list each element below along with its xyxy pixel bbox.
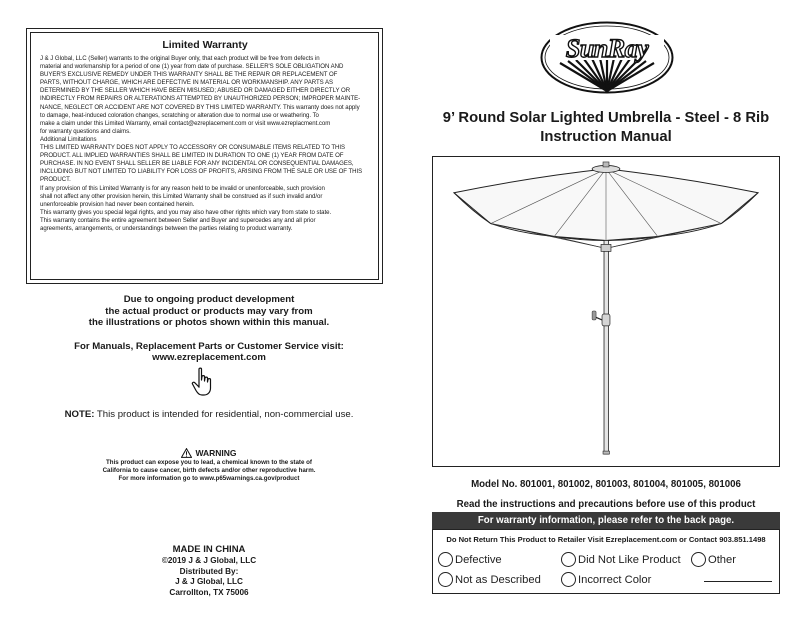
made-in-label: MADE IN CHINA (172, 544, 246, 555)
limited-warranty-box (26, 28, 383, 284)
warning-triangle-icon (181, 448, 192, 458)
return-reason-box (432, 529, 780, 594)
product-variation-notice: Due to ongoing product development the actual product or products may vary from the illustrations or photos shown within this manual. (88, 294, 330, 328)
customer-service-url[interactable]: www.ezreplacement.com (152, 352, 266, 363)
option-not-as-described[interactable] (438, 572, 541, 587)
product-title: 9’ Round Solar Lighted Umbrella - Steel - 8 Rib (442, 110, 770, 126)
other-write-in-line[interactable] (704, 581, 772, 582)
sunray-logo (540, 21, 674, 94)
radio-circle[interactable] (691, 552, 706, 567)
model-numbers: Model No. 801001, 801002, 801003, 801004, 801005, 801006 (471, 479, 741, 490)
option-label: Defective (455, 553, 502, 566)
read-instructions-notice: Read the instructions and precautions before use of this product (456, 499, 756, 510)
prop65-warning-heading (26, 448, 392, 458)
warning-title: WARNING (195, 448, 237, 458)
option-label: Other (708, 553, 736, 566)
option-defective[interactable] (438, 552, 502, 567)
radio-circle[interactable] (561, 572, 576, 587)
distributor-info: ©2019 J & J Global, LLC Distributed By: J & J Global, LLC Carrollton, TX 75006 (161, 556, 257, 597)
option-other[interactable] (691, 552, 736, 567)
prop65-warning-text: This product can expose you to lead, a chemical known to the state of California to cause cancer, birth defects and/or other reproductive harm. For more information go to www.p65warnings.ca.gov/product (102, 459, 316, 483)
radio-circle[interactable] (438, 572, 453, 587)
limited-warranty-title: Limited Warranty (162, 39, 248, 51)
option-label: Did Not Like Product (578, 553, 681, 566)
umbrella-illustration (433, 157, 779, 466)
customer-service-line: For Manuals, Replacement Parts or Customer Service visit: (74, 341, 344, 352)
instruction-manual-title: Instruction Manual (540, 129, 672, 145)
option-label: Not as Described (455, 573, 541, 586)
hand-pointer-icon (191, 367, 217, 397)
do-not-return-line: Do Not Return This Product to Retailer Visit Ezreplacement.com or Contact 903.851.1498 (446, 535, 766, 544)
logo-wordmark: SunRay (565, 34, 649, 63)
limited-warranty-inner (30, 32, 379, 280)
note-label: NOTE: (64, 409, 95, 420)
option-incorrect-color[interactable] (561, 572, 651, 587)
radio-circle[interactable] (438, 552, 453, 567)
option-label: Incorrect Color (578, 573, 652, 586)
umbrella-illustration-frame (432, 156, 780, 467)
residential-use-note (26, 409, 392, 420)
note-text: This product is intended for residential, non-commercial use. (94, 409, 354, 420)
radio-circle[interactable] (561, 552, 576, 567)
option-did-not-like[interactable] (561, 552, 681, 567)
warranty-info-bar: For warranty information, please refer to the back page. (432, 512, 780, 529)
limited-warranty-text: J & J Global, LLC (Seller) warrants to the original Buyer only, that each product will be free from defects in material and workmanship for a period of one (1) year from date of purchase. SELLER'S SOLE OBLIGATION AND BUYER'S EXCLUSIVE REMEDY UNDER THIS WARRANTY SHALL BE THE REPAIR OR REPLACEMENT OF PARTS, WITHOUT CHARGE, WHICH ARE DEFECTIVE IN MATERIAL OR WORKMANSHIP. ANY PARTS AS DETERMINED BY THE SELLER WHICH HAVE BEEN MISUSED; ABUSED OR DAMAGED EITHER DIRECTLY OR INDIRECTLY FROM REPAIRS OR ALTERATIONS ATTEMPTED BY UNAUTHORIZED PERSON; IMPROPER MAINTE- NANCE, NEGLECT OR ACCIDENT ARE NOT COVERED BY THIS LIMITED WARRANTY. This warranty does not apply to damage, heat-induced coloration changes, scratching or alteration due to normal use or weathering. To make a claim under this Limited Warranty, email contact@ezreplacement.com or visit www.ezreplacment.com for warranty questions and claims. Additional Limitations THIS LIMITED WARRANTY DOES NOT APPLY TO ACCESSORY OR CONSUMABLE ITEMS RELATED TO THIS PRODUCT. ALL IMPLIED WARRANTIES SHALL BE LIMITED IN DURATION TO ONE (1) YEAR FROM DATE OF PURCHASE. IN NO EVENT SHALL SELLER BE LIABLE FOR ANY INCIDENTAL OR CONSEQUENTIAL DAMAGES, INCLUDING BUT NOT LIMITED TO LIABILITY FOR LOSS OF PROFITS, ARISING FROM THE SALE OR USE OF THIS PRODUCT. If any provision of this Limited Warranty is for any reason held to be invalid or unenforceable, such provision shall not affect any other provision herein, this Limited Warranty shall be construed as if such invalid and/or unenforceable provision had never been contained herein. This warranty gives you special legal rights, and you may also have other rights which vary from state to state. This warranty contains the entire agreement between Seller and Buyer and supercedes any and all prior agreements, arrangements, or understandings between the parties relating to product warranty. (40, 55, 363, 232)
